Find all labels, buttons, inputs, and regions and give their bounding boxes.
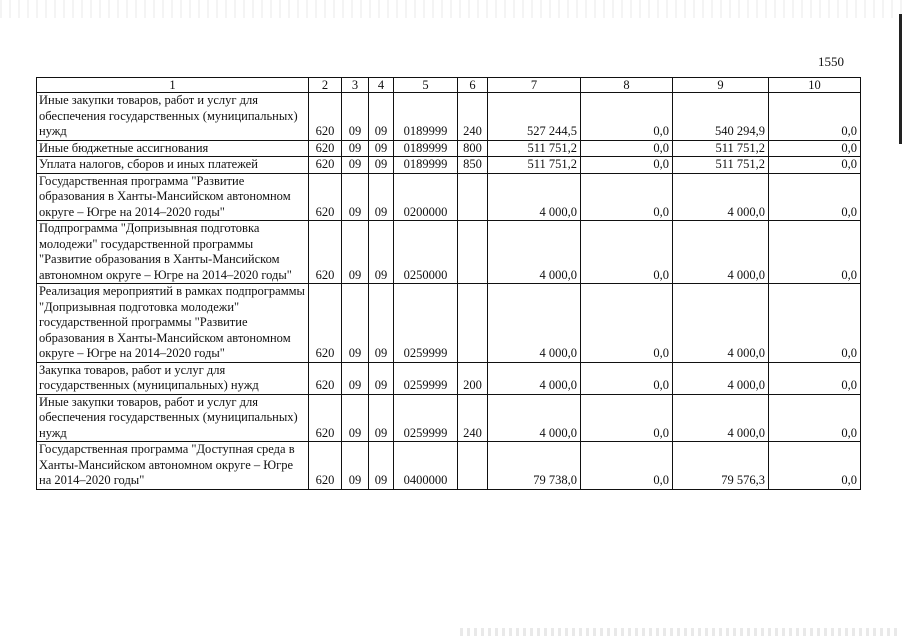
cell-c7: 511 751,2	[488, 157, 581, 174]
cell-c10: 0,0	[769, 157, 861, 174]
cell-c6	[458, 284, 488, 363]
cell-c9: 79 576,3	[673, 442, 769, 490]
cell-c5: 0189999	[394, 140, 458, 157]
cell-c3: 09	[342, 362, 369, 394]
cell-c2: 620	[309, 140, 342, 157]
cell-c8: 0,0	[581, 221, 673, 284]
row-name: Иные закупки товаров, работ и услуг для обеспечения государственных (муниципальных) нужд	[37, 93, 309, 141]
cell-c2: 620	[309, 93, 342, 141]
cell-c7: 4 000,0	[488, 173, 581, 221]
cell-c9: 511 751,2	[673, 140, 769, 157]
table-row	[37, 221, 861, 284]
cell-c4: 09	[369, 93, 394, 141]
cell-c8: 0,0	[581, 284, 673, 363]
cell-c9: 4 000,0	[673, 221, 769, 284]
cell-c10: 0,0	[769, 173, 861, 221]
scan-edge-line	[899, 14, 902, 144]
table-row	[37, 173, 861, 221]
cell-c6	[458, 442, 488, 490]
budget-table	[36, 77, 861, 490]
scan-artifact-bottom	[460, 628, 900, 636]
cell-c2: 620	[309, 362, 342, 394]
cell-c5: 0200000	[394, 173, 458, 221]
cell-c9: 4 000,0	[673, 394, 769, 442]
cell-c7: 4 000,0	[488, 394, 581, 442]
cell-c8: 0,0	[581, 140, 673, 157]
cell-c7: 4 000,0	[488, 284, 581, 363]
cell-c6: 800	[458, 140, 488, 157]
page-number: 1550	[818, 54, 844, 69]
row-name: Подпрограмма "Допризывная подготовка молодежи" государственной программы "Развитие образования в Ханты-Мансийском автономном округе – Югре на 2014–2020 годы"	[37, 221, 309, 284]
cell-c4: 09	[369, 157, 394, 174]
row-name: Уплата налогов, сборов и иных платежей	[37, 157, 309, 174]
cell-c8: 0,0	[581, 157, 673, 174]
cell-c2: 620	[309, 394, 342, 442]
cell-c4: 09	[369, 394, 394, 442]
cell-c5: 0189999	[394, 93, 458, 141]
cell-c3: 09	[342, 394, 369, 442]
cell-c10: 0,0	[769, 284, 861, 363]
cell-c3: 09	[342, 221, 369, 284]
row-name: Государственная программа "Доступная среда в Ханты-Мансийском автономном округе – Югре на 2014–2020 годы"	[37, 442, 309, 490]
column-header-8: 8	[581, 78, 673, 93]
cell-c8: 0,0	[581, 394, 673, 442]
cell-c6: 200	[458, 362, 488, 394]
column-header-7: 7	[488, 78, 581, 93]
cell-c2: 620	[309, 221, 342, 284]
cell-c10: 0,0	[769, 442, 861, 490]
cell-c5: 0250000	[394, 221, 458, 284]
cell-c8: 0,0	[581, 362, 673, 394]
cell-c8: 0,0	[581, 442, 673, 490]
cell-c4: 09	[369, 173, 394, 221]
column-header-2: 2	[309, 78, 342, 93]
cell-c2: 620	[309, 442, 342, 490]
cell-c10: 0,0	[769, 93, 861, 141]
cell-c8: 0,0	[581, 93, 673, 141]
column-header-4: 4	[369, 78, 394, 93]
cell-c3: 09	[342, 284, 369, 363]
table-row	[37, 140, 861, 157]
cell-c4: 09	[369, 362, 394, 394]
table-row	[37, 157, 861, 174]
cell-c5: 0400000	[394, 442, 458, 490]
cell-c5: 0259999	[394, 284, 458, 363]
row-name: Иные бюджетные ассигнования	[37, 140, 309, 157]
cell-c9: 511 751,2	[673, 157, 769, 174]
cell-c5: 0259999	[394, 362, 458, 394]
cell-c6: 240	[458, 93, 488, 141]
cell-c7: 4 000,0	[488, 362, 581, 394]
cell-c3: 09	[342, 173, 369, 221]
header-row	[37, 78, 861, 93]
row-name: Закупка товаров, работ и услуг для государственных (муниципальных) нужд	[37, 362, 309, 394]
cell-c7: 79 738,0	[488, 442, 581, 490]
cell-c3: 09	[342, 442, 369, 490]
column-header-9: 9	[673, 78, 769, 93]
cell-c10: 0,0	[769, 394, 861, 442]
cell-c6: 850	[458, 157, 488, 174]
cell-c8: 0,0	[581, 173, 673, 221]
cell-c9: 4 000,0	[673, 362, 769, 394]
cell-c9: 4 000,0	[673, 173, 769, 221]
row-name: Реализация мероприятий в рамках подпрограммы "Допризывная подготовка молодежи" государственной программы "Развитие образования в Ханты-Мансийском автономном округе – Югре на 2014–2020 годы"	[37, 284, 309, 363]
cell-c10: 0,0	[769, 362, 861, 394]
cell-c3: 09	[342, 157, 369, 174]
cell-c10: 0,0	[769, 221, 861, 284]
column-header-3: 3	[342, 78, 369, 93]
cell-c2: 620	[309, 284, 342, 363]
row-name: Государственная программа "Развитие образования в Ханты-Мансийском автономном округе – Югре на 2014–2020 годы"	[37, 173, 309, 221]
column-header-10: 10	[769, 78, 861, 93]
cell-c5: 0189999	[394, 157, 458, 174]
cell-c9: 540 294,9	[673, 93, 769, 141]
cell-c2: 620	[309, 157, 342, 174]
cell-c7: 527 244,5	[488, 93, 581, 141]
cell-c2: 620	[309, 173, 342, 221]
cell-c7: 511 751,2	[488, 140, 581, 157]
table-row	[37, 284, 861, 363]
cell-c4: 09	[369, 221, 394, 284]
cell-c7: 4 000,0	[488, 221, 581, 284]
table-row	[37, 93, 861, 141]
cell-c3: 09	[342, 140, 369, 157]
column-header-5: 5	[394, 78, 458, 93]
cell-c4: 09	[369, 284, 394, 363]
table-row	[37, 362, 861, 394]
row-name: Иные закупки товаров, работ и услуг для обеспечения государственных (муниципальных) нужд	[37, 394, 309, 442]
cell-c4: 09	[369, 140, 394, 157]
table-row	[37, 442, 861, 490]
column-header-6: 6	[458, 78, 488, 93]
cell-c4: 09	[369, 442, 394, 490]
cell-c6	[458, 221, 488, 284]
cell-c5: 0259999	[394, 394, 458, 442]
cell-c3: 09	[342, 93, 369, 141]
cell-c6	[458, 173, 488, 221]
table-row	[37, 394, 861, 442]
cell-c6: 240	[458, 394, 488, 442]
cell-c10: 0,0	[769, 140, 861, 157]
scan-artifact-top	[0, 0, 905, 18]
column-header-1: 1	[37, 78, 309, 93]
cell-c9: 4 000,0	[673, 284, 769, 363]
